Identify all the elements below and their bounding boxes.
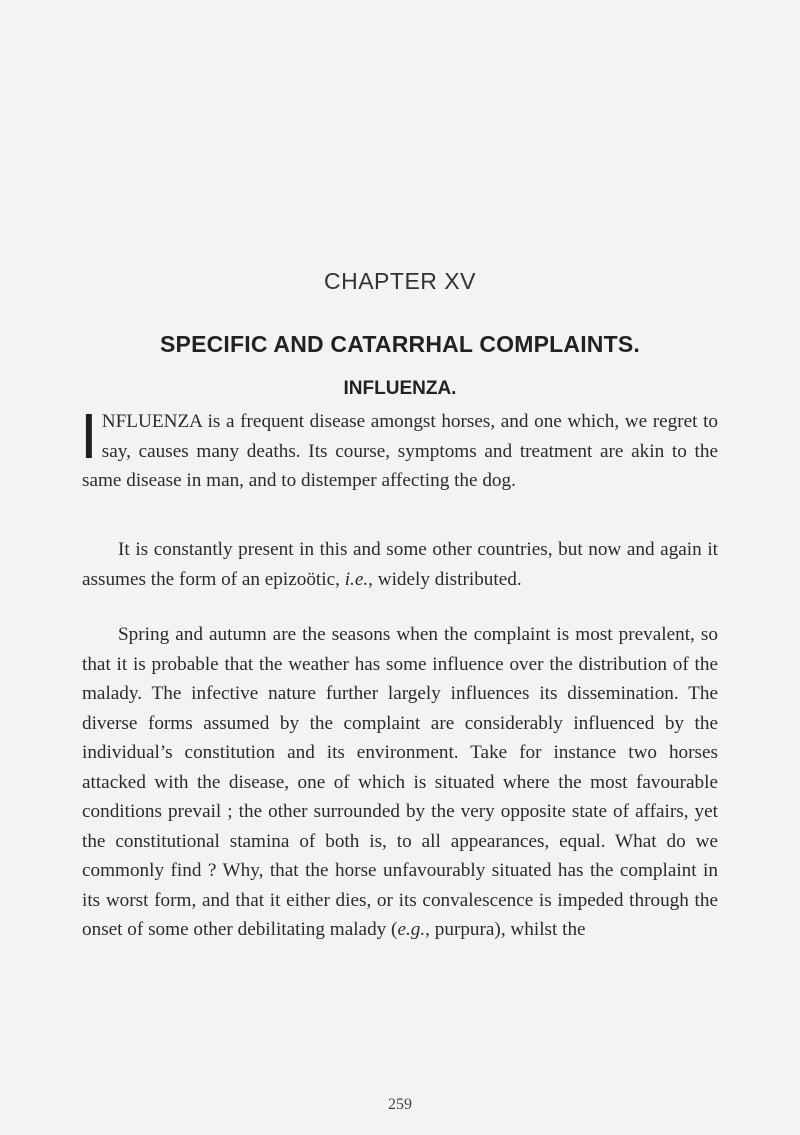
chapter-heading: CHAPTER XV (324, 268, 476, 294)
paragraph-3 (82, 620, 718, 945)
drop-cap: I (80, 400, 98, 472)
paragraph-3-text-start: Spring and autumn are the seasons when the complaint is most prevalent, so that it is probable that the weather has some influence over the distribution of the malady. The infective nature further largely influences its dissemination. The diverse forms assumed by the complaint are considerably influenced by the individual’s constitution and its environment. Take for instance two horses attacked with the disease, one of which is situated where the most favourable conditions prevail ; the other surrounded by the very opposite state of affairs, yet the constitutional stamina of both is, to all appearances, equal. What do we commonly find ? Why, that the horse unfavourably situated has the complaint in its worst form, and that it either dies, or its convalescence is impeded through the onset of some other debilitating malady ( (82, 624, 718, 940)
subsection-title: INFLUENZA. (343, 378, 457, 399)
paragraph-3-italic: e.g. (397, 919, 426, 940)
paragraph-1-text: NFLUENZA is a frequent disease amongst horses, and one which, we regret to say, causes many deaths. Its course, symptoms and treatment are akin to the same disease in man, and to distemper affecting the dog. (82, 411, 718, 491)
paragraph-2-text-end: , widely distributed. (368, 568, 522, 590)
paragraph-2-text-start: It is constantly present in this and some other countries, but now and again it assumes the form of an epizoötic, (82, 539, 718, 590)
paragraph-2-italic: i.e. (344, 568, 369, 590)
section-title: SPECIFIC AND CATARRHAL COMPLAINTS. (160, 331, 640, 357)
page-number: 259 (388, 1096, 412, 1113)
paragraph-2 (82, 535, 718, 594)
paragraph-1 (80, 400, 718, 496)
paragraph-3-text-end: , purpura), whilst the (425, 919, 586, 940)
